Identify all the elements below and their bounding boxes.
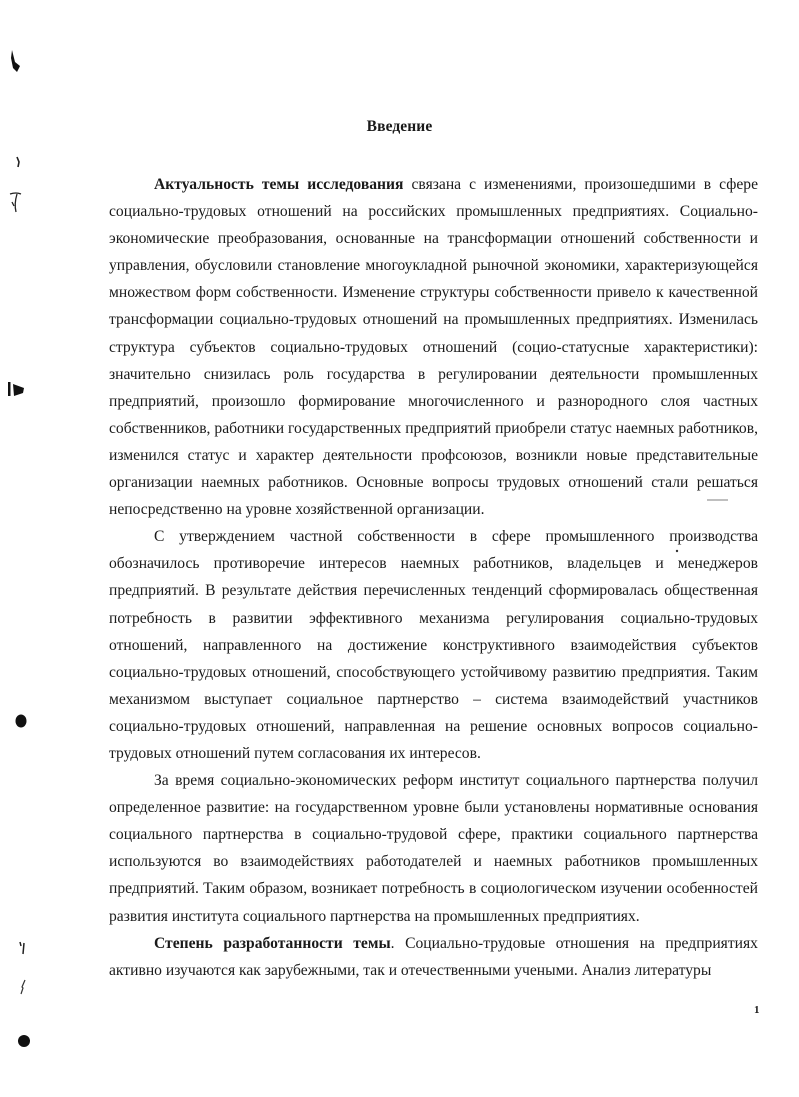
paragraph-text: связана с изменениями, произошедшими в сфере социально-трудовых отношений на российских промышленных предприятиях. Социально-экономические преобразования, основанные на трансформации отношений собственности и управления, обусловили становление многоукладной рыночной экономики, характеризующейся множеством форм собственности. Изменение структуры собственности привело к качественной трансформации социально-трудовых отношений на промышленных предприятиях. Изменилась структура субъектов социально-трудовых отношений (социо-статусные характеристики): значительно снизилась роль государства в регулировании деятельности промышленных предприятий, произошло формирование многочисленного и разнородного слоя частных собственников, работники государственных предприятий приобрели статус наемных работников, изменился статус и характер деятельности профсоюзов, возникли новые представительные организации наемных работников. Основные вопросы трудовых отношений стали решаться непосредственно на уровне хозяйственной организации. [109, 176, 758, 519]
paragraph-text: За время социально-экономических реформ институт социального партнерства получил определенное развитие: на государственном уровне были установлены нормативные основания социального партнерства в социально-трудовой сфере, практики социального партнерства используются во взаимодействиях работодателей и наемных работников промышленных предприятий. Таким образом, возникает потребность в социологическом изучении особенностей развития института социального партнерства на промышленных предприятиях. [109, 772, 758, 925]
paragraph-degree-of-study [109, 930, 758, 984]
paragraph-reforms [109, 767, 758, 930]
scan-mark-icon [6, 378, 28, 400]
paragraph-relevance [109, 171, 758, 523]
scan-mark-icon [8, 190, 24, 216]
body-text [109, 171, 758, 984]
paragraph-text: С утверждением частной собственности в сфере промышленного производства обозначилось противоречие интересов наемных работников, владельцев и менеджеров предприятий. В результате действия перечисленных тенденций сформировалась общественная потребность в развитии эффективного механизма регулирования социально-трудовых отношений, направленного на достижение конструктивного взаимодействия субъектов социально-трудовых отношений, способствующего устойчивому развитию предприятия. Таким механизмом выступает социальное партнерство – система взаимодействий участников социально-трудовых отношений, направленная на решение основных вопросов социально-трудовых отношений путем согласования их интересов. [109, 528, 758, 762]
paragraph-private-property [109, 523, 758, 767]
page-title: Введение [366, 118, 433, 135]
paragraph-text: . Социально-трудовые отношения на предприятиях активно изучаются как зарубежными, так и отечественными учеными. Анализ литературы [109, 934, 758, 979]
scan-mark-icon [18, 978, 28, 996]
scan-mark-icon [18, 940, 28, 956]
scan-mark-icon [16, 1033, 32, 1049]
paragraph-lead: Актуальность темы исследования [154, 176, 404, 193]
scan-mark-icon [14, 713, 28, 729]
scan-mark-icon [8, 48, 24, 74]
paragraph-lead: Степень разработанности темы [154, 934, 391, 952]
page-number: 1 [754, 1004, 760, 1016]
scan-mark-icon [14, 156, 22, 168]
